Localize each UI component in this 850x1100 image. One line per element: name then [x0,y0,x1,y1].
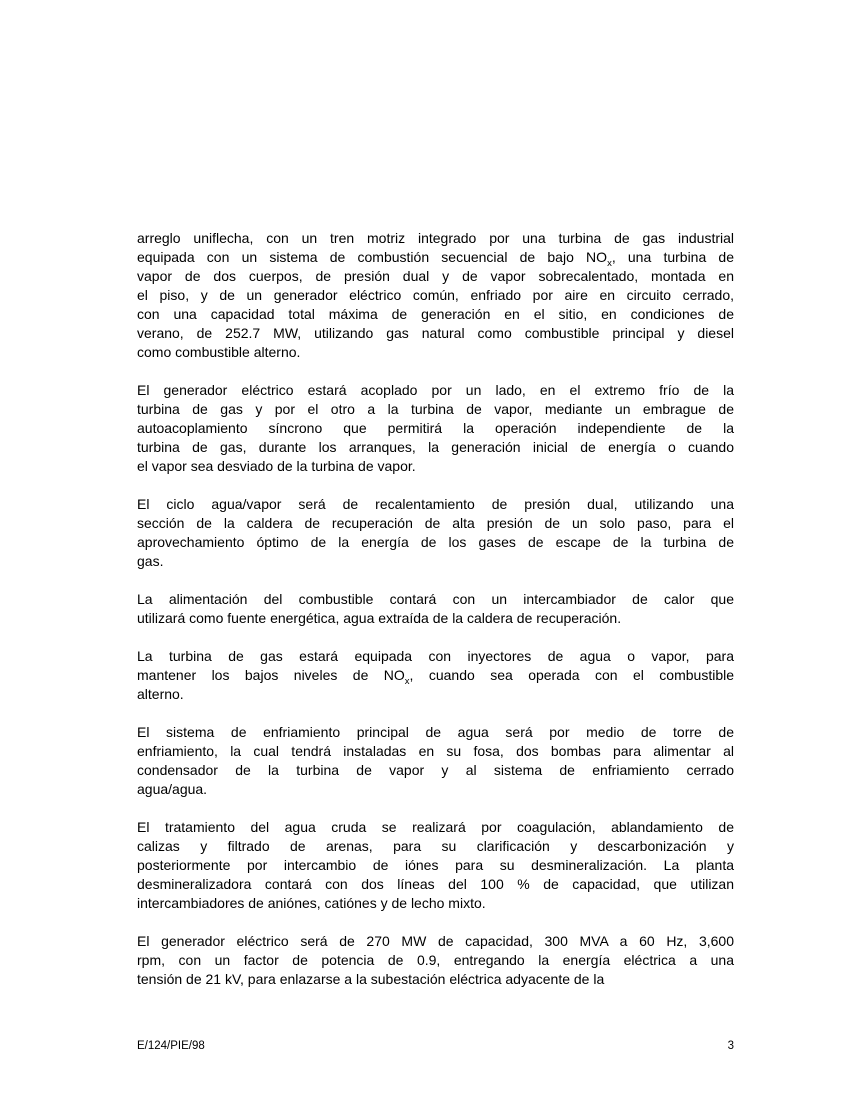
paragraph [137,590,734,628]
text-line [137,761,734,780]
text-run: agua/agua. [137,781,208,797]
paragraph [137,647,734,704]
text-line [137,856,734,875]
text-line [137,609,734,628]
text-run: equipada con un sistema de combustión secuencial de bajo NO [137,249,608,265]
text-run: el piso, y de un generador eléctrico común, enfriado por aire en circuito cerrado, [137,287,734,303]
text-run: El sistema de enfriamiento principal de agua será por medio de torre de [137,724,734,740]
text-run: condensador de la turbina de vapor y al sistema de enfriamiento cerrado [137,762,734,778]
text-line [137,818,734,837]
text-run: , una turbina de [611,249,735,265]
text-run: enfriamiento, la cual tendrá instaladas en su fosa, dos bombas para alimentar al [137,743,734,759]
text-line [137,932,734,951]
subscript-text: x [404,675,410,687]
text-run: aprovechamiento óptimo de la energía de los gases de escape de la turbina de [137,534,734,550]
text-line [137,837,734,856]
text-run: alterno. [137,686,184,702]
text-line [137,267,734,286]
text-run: intercambiadores de aniónes, catiónes y de lecho mixto. [137,895,486,911]
text-line [137,780,734,799]
footer-doc-number: E/124/PIE/98 [137,1040,205,1052]
text-run: vapor de dos cuerpos, de presión dual y de vapor sobrecalentado, montada en [137,268,734,284]
text-run: gas. [137,553,164,569]
text-line [137,590,734,609]
text-line [137,552,734,571]
text-run: El ciclo agua/vapor será de recalentamiento de presión dual, utilizando una [137,496,734,512]
paragraph [137,932,734,989]
text-line [137,514,734,533]
text-run: turbina de gas y por el otro a la turbina de vapor, mediante un embrague de [137,401,734,417]
text-run: mantener los bajos niveles de NO [137,667,405,683]
text-line [137,666,734,685]
text-line [137,970,734,989]
page-footer [137,1039,734,1053]
text-line [137,324,734,343]
text-run: calizas y filtrado de arenas, para su clarificación y descarbonización y [137,838,734,854]
text-run: verano, de 252.7 MW, utilizando gas natural como combustible principal y diesel [137,325,734,341]
paragraph [137,723,734,799]
text-run: autoacoplamiento síncrono que permitirá la operación independiente de la [137,420,734,436]
text-line [137,951,734,970]
text-run: posteriormente por intercambio de iónes para su desmineralización. La planta [137,857,734,873]
text-run: utilizará como fuente energética, agua extraída de la caldera de recuperación. [137,610,622,626]
text-line [137,248,734,267]
text-run: desmineralizadora contará con dos líneas del 100 % de capacidad, que utilizan [137,876,734,892]
paragraph [137,818,734,913]
text-run: La alimentación del combustible contará con un intercambiador de calor que [137,591,734,607]
text-run: el vapor sea desviado de la turbina de vapor. [137,458,416,474]
text-run: La turbina de gas estará equipada con inyectores de agua o vapor, para [137,648,734,664]
paragraph [137,495,734,571]
text-line [137,343,734,362]
text-line [137,875,734,894]
text-line [137,742,734,761]
text-run: El generador eléctrico será de 270 MW de capacidad, 300 MVA a 60 Hz, 3,600 [137,933,734,949]
text-line [137,685,734,704]
text-run: El tratamiento del agua cruda se realizará por coagulación, ablandamiento de [137,819,734,835]
text-line [137,647,734,666]
text-run: como combustible alterno. [137,344,301,360]
text-line [137,533,734,552]
document-body [137,229,734,1008]
paragraph [137,381,734,476]
text-line [137,305,734,324]
text-line [137,381,734,400]
paragraph [137,229,734,362]
text-line [137,723,734,742]
text-line [137,419,734,438]
text-line [137,438,734,457]
text-run: , cuando sea operada con el combustible [409,667,735,683]
text-run: rpm, con un factor de potencia de 0.9, entregando la energía eléctrica a una [137,952,734,968]
text-line [137,400,734,419]
text-line [137,229,734,248]
text-run: turbina de gas, durante los arranques, la generación inicial de energía o cuando [137,439,734,455]
text-line [137,894,734,913]
text-run: sección de la caldera de recuperación de alta presión de un solo paso, para el [137,515,734,531]
footer-page-number: 3 [727,1040,734,1052]
text-line [137,286,734,305]
text-run: El generador eléctrico estará acoplado por un lado, en el extremo frío de la [137,382,734,398]
text-line [137,495,734,514]
subscript-text: x [607,257,612,269]
text-run: tensión de 21 kV, para enlazarse a la subestación eléctrica adyacente de la [137,971,605,987]
text-line [137,457,734,476]
text-run: arreglo uniflecha, con un tren motriz integrado por una turbina de gas industrial [137,230,734,246]
text-run: con una capacidad total máxima de generación en el sitio, en condiciones de [137,306,734,322]
